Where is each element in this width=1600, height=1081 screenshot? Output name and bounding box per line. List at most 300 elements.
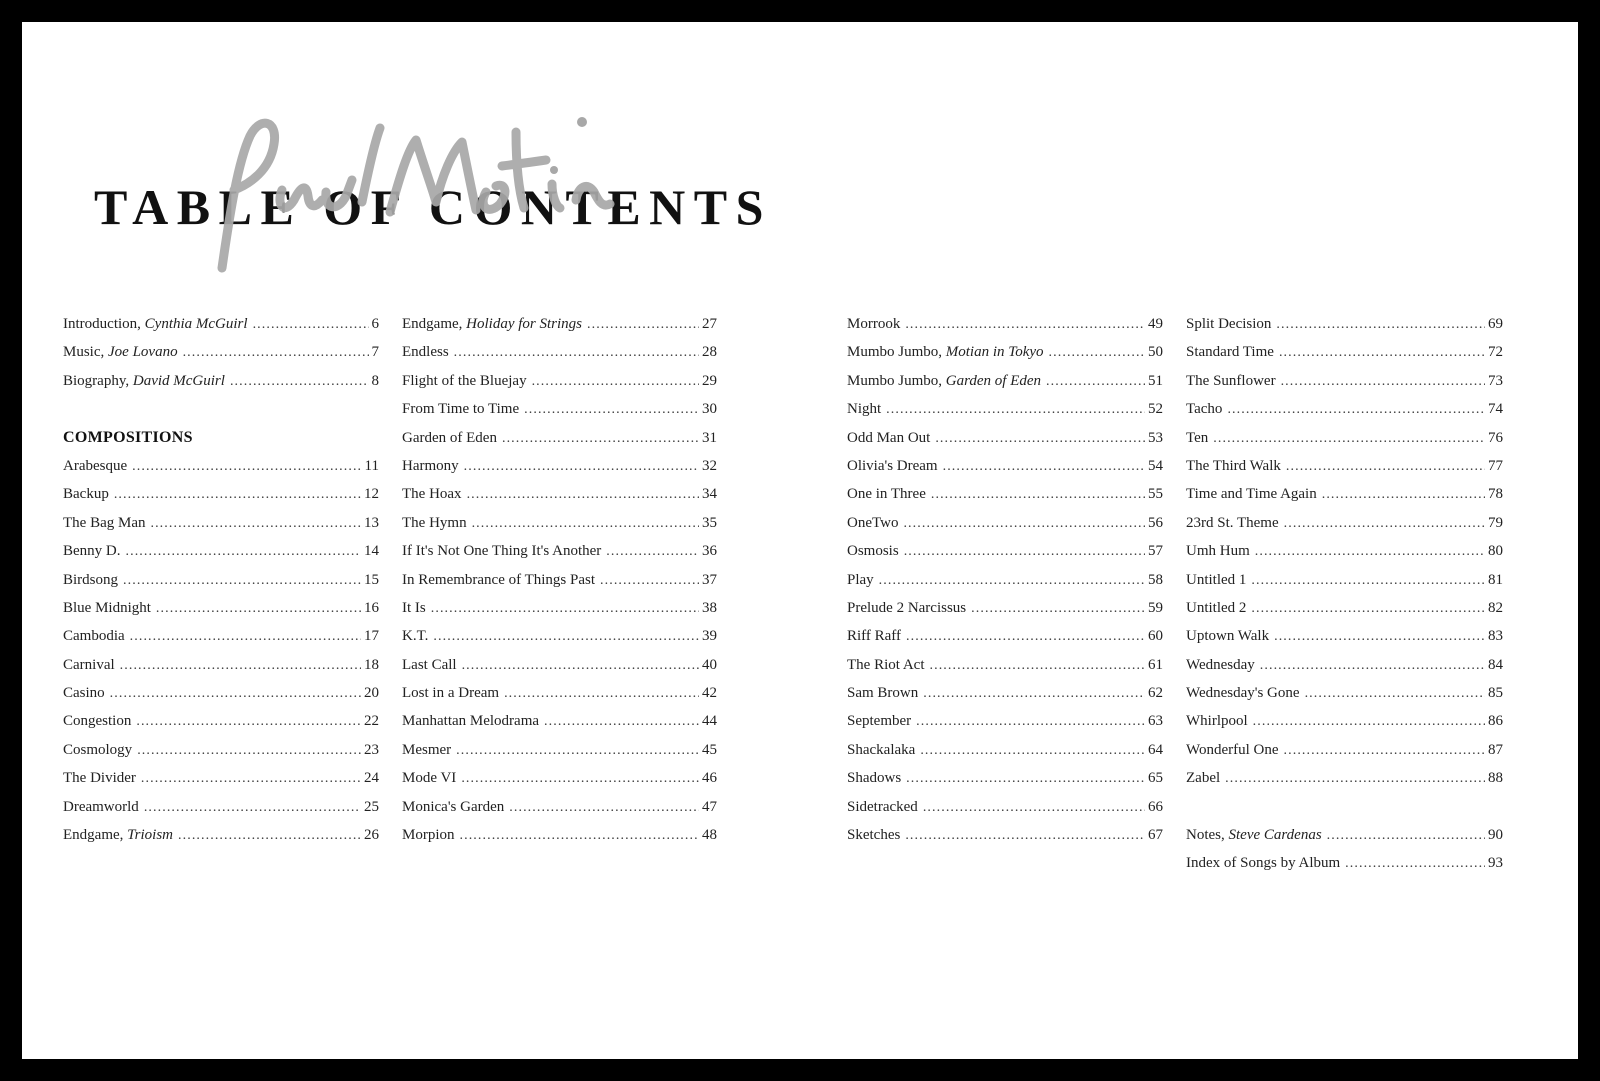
toc-entry[interactable] xyxy=(847,679,1163,707)
entry-title: Zabel xyxy=(1186,770,1221,787)
dot-leader xyxy=(454,339,699,366)
toc-entry[interactable] xyxy=(402,651,717,679)
entry-title: Time and Time Again xyxy=(1186,486,1317,503)
entry-title: Mesmer xyxy=(402,741,452,758)
toc-entry[interactable] xyxy=(63,622,379,650)
toc-list xyxy=(847,310,1163,849)
page-number: 59 xyxy=(1148,599,1163,616)
entry-title: K.T. xyxy=(402,628,429,645)
toc-entry[interactable] xyxy=(1186,736,1503,764)
page-number: 18 xyxy=(364,656,379,673)
entry-title: If It's Not One Thing It's Another xyxy=(402,543,602,560)
dot-leader xyxy=(1253,708,1485,735)
entry-title: Prelude 2 Narcissus xyxy=(847,599,967,616)
entry-title: One in Three xyxy=(847,486,926,503)
toc-entry[interactable] xyxy=(63,793,379,821)
entry-credit: Cynthia McGuirl xyxy=(144,316,248,332)
entry-title: Endgame, xyxy=(63,827,124,844)
toc-entry[interactable] xyxy=(1186,622,1503,650)
entry-title: Harmony xyxy=(402,457,459,474)
entry-title: Casino xyxy=(63,685,105,702)
page-number: 58 xyxy=(1148,571,1163,588)
entry-title: Monica's Garden xyxy=(402,798,505,815)
toc-column-1 xyxy=(63,310,379,849)
page-number: 88 xyxy=(1488,770,1503,787)
entry-title: Umh Hum xyxy=(1186,543,1250,560)
dot-leader xyxy=(943,453,1145,480)
entry-title: Arabesque xyxy=(63,457,128,474)
dot-leader xyxy=(1284,510,1485,537)
page-number: 55 xyxy=(1148,486,1163,503)
page-number: 16 xyxy=(364,599,379,616)
page-number: 87 xyxy=(1488,741,1503,758)
toc-entry[interactable] xyxy=(63,707,379,735)
toc-entry[interactable] xyxy=(402,594,717,622)
page-number: 72 xyxy=(1488,344,1503,361)
entry-title: The Divider xyxy=(63,770,136,787)
dot-leader xyxy=(156,595,361,622)
dot-leader xyxy=(464,453,699,480)
toc-entry[interactable] xyxy=(1186,679,1503,707)
toc-entry[interactable] xyxy=(847,537,1163,565)
toc-list xyxy=(402,310,717,849)
dot-leader xyxy=(1225,765,1485,792)
entry-title: Morpion xyxy=(402,827,455,844)
page-number: 74 xyxy=(1488,401,1503,418)
entry-title: The Riot Act xyxy=(847,656,925,673)
entry-title: Night xyxy=(847,401,882,418)
toc-entry[interactable] xyxy=(1186,367,1503,395)
entry-credit: Garden of Eden xyxy=(945,372,1042,389)
toc-entry[interactable] xyxy=(63,452,379,480)
entry-title: Congestion xyxy=(63,713,132,730)
toc-entry[interactable] xyxy=(847,622,1163,650)
toc-entry[interactable] xyxy=(1186,821,1503,849)
dot-leader xyxy=(931,481,1145,508)
toc-entry[interactable] xyxy=(402,679,717,707)
page-number: 31 xyxy=(702,429,717,446)
page-number: 37 xyxy=(702,571,717,588)
toc-entry[interactable] xyxy=(1186,452,1503,480)
dot-leader xyxy=(606,538,699,565)
dot-leader xyxy=(460,822,700,849)
toc-list xyxy=(63,452,379,849)
toc-entry[interactable] xyxy=(847,424,1163,452)
toc-entry[interactable] xyxy=(1186,480,1503,508)
toc-entry[interactable] xyxy=(1186,594,1503,622)
toc-entry[interactable] xyxy=(847,707,1163,735)
page-number: 53 xyxy=(1148,429,1163,446)
entry-title: Wednesday's Gone xyxy=(1186,685,1300,702)
dot-leader xyxy=(905,311,1145,338)
toc-entry[interactable] xyxy=(402,537,717,565)
entry-title: Carnival xyxy=(63,656,115,673)
page-number: 61 xyxy=(1148,656,1163,673)
dot-leader xyxy=(1284,737,1485,764)
page-number: 90 xyxy=(1488,827,1503,844)
page-number: 80 xyxy=(1488,543,1503,560)
entry-title: Shackalaka xyxy=(847,741,916,758)
entry-title: Sketches xyxy=(847,827,901,844)
page-number: 49 xyxy=(1148,316,1163,332)
page-number: 81 xyxy=(1488,571,1503,588)
dot-leader xyxy=(587,311,699,338)
toc-entry[interactable] xyxy=(1186,651,1503,679)
page-number: 24 xyxy=(364,770,379,787)
dot-leader xyxy=(524,396,699,423)
page-number: 26 xyxy=(364,827,379,844)
entry-title: Morrook xyxy=(847,316,901,332)
entry-title: Osmosis xyxy=(847,543,899,560)
dot-leader xyxy=(935,425,1145,452)
page-number: 40 xyxy=(702,656,717,673)
page-number: 93 xyxy=(1488,855,1503,872)
page-number: 79 xyxy=(1488,514,1503,531)
page-number: 34 xyxy=(702,486,717,503)
dot-leader xyxy=(532,368,699,395)
dot-leader xyxy=(1227,396,1485,423)
page-number: 32 xyxy=(702,457,717,474)
dot-leader xyxy=(1260,652,1485,679)
dot-leader xyxy=(509,794,699,821)
toc-entry[interactable] xyxy=(847,310,1163,338)
page-number: 67 xyxy=(1148,827,1163,844)
toc-entry[interactable] xyxy=(63,509,379,537)
dot-leader xyxy=(123,567,361,594)
toc-entry[interactable] xyxy=(1186,395,1503,423)
page-number: 65 xyxy=(1148,770,1163,787)
page-number: 44 xyxy=(702,713,717,730)
toc-entry[interactable] xyxy=(847,764,1163,792)
toc-entry[interactable] xyxy=(402,395,717,423)
dot-leader xyxy=(130,623,361,650)
toc-entry[interactable] xyxy=(402,821,717,849)
dot-leader xyxy=(132,453,361,480)
page-number: 85 xyxy=(1488,685,1503,702)
entry-title: Endless xyxy=(402,344,449,361)
dot-leader xyxy=(1279,339,1485,366)
toc-entry[interactable] xyxy=(402,509,717,537)
dot-leader xyxy=(1345,850,1485,877)
toc-entry[interactable] xyxy=(402,424,717,452)
toc-entry[interactable] xyxy=(847,480,1163,508)
page-number: 48 xyxy=(702,827,717,844)
page-title: TABLE OF CONTENTS xyxy=(94,179,772,235)
entry-title: The Bag Man xyxy=(63,514,146,531)
entry-title: Endgame, xyxy=(402,316,463,332)
page-number: 52 xyxy=(1148,401,1163,418)
toc-entry[interactable] xyxy=(63,764,379,792)
toc-list xyxy=(1186,821,1503,878)
page-number: 35 xyxy=(702,514,717,531)
toc-entry[interactable] xyxy=(63,537,379,565)
dot-leader xyxy=(906,623,1145,650)
toc-entry[interactable] xyxy=(1186,424,1503,452)
toc-entry[interactable] xyxy=(847,509,1163,537)
dot-leader xyxy=(137,737,361,764)
dot-leader xyxy=(431,595,699,622)
page-number: 86 xyxy=(1488,713,1503,730)
dot-leader xyxy=(1276,311,1485,338)
dot-leader xyxy=(916,708,1145,735)
toc-entry-music[interactable]: Music, Joe Lovano . . . 7 xyxy=(63,338,379,366)
page-number: 36 xyxy=(702,543,717,560)
dot-leader xyxy=(502,425,699,452)
toc-entry[interactable] xyxy=(402,310,717,338)
toc-page xyxy=(22,22,1578,1059)
dot-leader xyxy=(467,481,699,508)
toc-entry[interactable] xyxy=(402,622,717,650)
dot-leader xyxy=(904,538,1145,565)
page-number: 45 xyxy=(702,741,717,758)
toc-entry[interactable] xyxy=(847,594,1163,622)
entry-credit: David McGuirl xyxy=(132,372,225,389)
page-number: 77 xyxy=(1488,457,1503,474)
entry-title: Uptown Walk xyxy=(1186,628,1270,645)
dot-leader xyxy=(253,311,369,338)
page-number: 23 xyxy=(364,741,379,758)
page-number: 30 xyxy=(702,401,717,418)
dot-leader xyxy=(1305,680,1485,707)
dot-leader xyxy=(1251,567,1485,594)
dot-leader xyxy=(150,510,361,537)
toc-entry[interactable] xyxy=(63,480,379,508)
entry-title: Riff Raff xyxy=(847,628,902,645)
dot-leader xyxy=(1251,595,1485,622)
dot-leader xyxy=(110,680,361,707)
entry-title: Whirlpool xyxy=(1186,713,1248,730)
toc-entry[interactable] xyxy=(1186,338,1503,366)
entry-title: Untitled 1 xyxy=(1186,571,1247,588)
toc-entry[interactable] xyxy=(1186,707,1503,735)
dot-leader xyxy=(930,652,1146,679)
page-number: 12 xyxy=(364,486,379,503)
entry-title: Wednesday xyxy=(1186,656,1255,673)
dot-leader xyxy=(462,652,699,679)
dot-leader xyxy=(183,339,369,366)
entry-credit: Trioism xyxy=(127,827,174,844)
dot-leader xyxy=(906,765,1145,792)
toc-entry[interactable] xyxy=(402,793,717,821)
toc-entry[interactable] xyxy=(847,367,1163,395)
page-number: 76 xyxy=(1488,429,1503,446)
entry-title: Sam Brown xyxy=(847,685,919,702)
entry-title: Shadows xyxy=(847,770,902,787)
toc-entry[interactable] xyxy=(847,651,1163,679)
entry-title: The Third Walk xyxy=(1186,457,1281,474)
dot-leader xyxy=(886,396,1145,423)
entry-title: Dreamworld xyxy=(63,798,139,815)
toc-column-4 xyxy=(1186,310,1503,878)
entry-title: Blue Midnight xyxy=(63,599,151,616)
entry-title: Play xyxy=(847,571,874,588)
entry-title: Mumbo Jumbo, xyxy=(847,372,943,389)
page-number: 14 xyxy=(364,543,379,560)
page-number: 29 xyxy=(702,372,717,389)
toc-entry[interactable] xyxy=(847,736,1163,764)
compositions-heading: COMPOSITIONS xyxy=(63,428,193,446)
toc-entry[interactable] xyxy=(402,736,717,764)
entry-title: The Sunflower xyxy=(1186,372,1276,389)
entry-title: 23rd St. Theme xyxy=(1186,514,1279,531)
entry-title: Cosmology xyxy=(63,741,133,758)
dot-leader xyxy=(461,765,699,792)
entry-title: From Time to Time xyxy=(402,401,520,418)
page-number: 63 xyxy=(1148,713,1163,730)
toc-entry[interactable] xyxy=(847,793,1163,821)
page-number: 17 xyxy=(364,628,379,645)
dot-leader xyxy=(504,680,699,707)
dot-leader xyxy=(456,737,699,764)
dot-leader xyxy=(1213,425,1485,452)
dot-leader xyxy=(120,652,361,679)
toc-entry[interactable] xyxy=(402,707,717,735)
entry-title: Wonderful One xyxy=(1186,741,1279,758)
entry-title: Lost in a Dream xyxy=(402,685,500,702)
entry-title: The Hymn xyxy=(402,514,467,531)
page-number: 22 xyxy=(364,713,379,730)
entry-title: The Hoax xyxy=(402,486,462,503)
toc-entry[interactable] xyxy=(63,651,379,679)
toc-entry[interactable] xyxy=(847,566,1163,594)
entry-title: Sidetracked xyxy=(847,798,918,815)
entry-title: It Is xyxy=(402,599,426,616)
dot-leader xyxy=(1327,822,1485,849)
page-number: 6 xyxy=(371,316,379,332)
page-number: 38 xyxy=(702,599,717,616)
entry-title: Flight of the Bluejay xyxy=(402,372,527,389)
toc-column-2 xyxy=(402,310,717,849)
dot-leader xyxy=(1049,339,1145,366)
toc-entry[interactable] xyxy=(1186,764,1503,792)
toc-entry[interactable] xyxy=(63,566,379,594)
entry-credit: Holiday for Strings xyxy=(466,316,582,332)
page-number: 73 xyxy=(1488,372,1503,389)
entry-title: Split Decision xyxy=(1186,316,1272,332)
dot-leader xyxy=(905,822,1145,849)
dot-leader xyxy=(141,765,361,792)
dot-leader xyxy=(178,822,361,849)
page-number: 28 xyxy=(702,344,717,361)
toc-entry-introduction[interactable]: Introduction, Cynthia McGuirl . . . 6 xyxy=(63,310,379,338)
page-number: 54 xyxy=(1148,457,1163,474)
dot-leader xyxy=(1281,368,1485,395)
toc-entry[interactable] xyxy=(847,395,1163,423)
dot-leader xyxy=(126,538,362,565)
page-number: 51 xyxy=(1148,372,1163,389)
dot-leader xyxy=(971,595,1145,622)
entry-title: Benny D. xyxy=(63,543,121,560)
entry-title: Odd Man Out xyxy=(847,429,931,446)
toc-entry[interactable] xyxy=(847,338,1163,366)
toc-entry[interactable] xyxy=(63,821,379,849)
page-number: 8 xyxy=(371,372,379,389)
page-number: 27 xyxy=(702,316,717,332)
dot-leader xyxy=(544,708,699,735)
page-number: 60 xyxy=(1148,628,1163,645)
entry-title: Notes, xyxy=(1186,827,1225,844)
dot-leader xyxy=(114,481,361,508)
entry-title: Backup xyxy=(63,486,109,503)
entry-title: Index of Songs by Album xyxy=(1186,855,1341,872)
entry-title: Tacho xyxy=(1186,401,1223,418)
entry-credit: Steve Cardenas xyxy=(1228,827,1322,844)
dot-leader xyxy=(472,510,699,537)
page-number: 64 xyxy=(1148,741,1163,758)
toc-entry[interactable] xyxy=(402,480,717,508)
toc-entry[interactable] xyxy=(1186,849,1503,877)
dot-leader xyxy=(433,623,699,650)
entry-credit: Joe Lovano xyxy=(108,344,178,361)
toc-entry[interactable] xyxy=(402,764,717,792)
entry-title: Garden of Eden xyxy=(402,429,497,446)
page-number: 25 xyxy=(364,798,379,815)
toc-entry[interactable] xyxy=(1186,566,1503,594)
dot-leader xyxy=(1286,453,1485,480)
dot-leader xyxy=(1274,623,1485,650)
dot-leader xyxy=(923,794,1145,821)
dot-leader xyxy=(230,368,369,395)
page-number: 82 xyxy=(1488,599,1503,616)
toc-entry[interactable] xyxy=(402,452,717,480)
entry-title: Olivia's Dream xyxy=(847,457,938,474)
page-number: 42 xyxy=(702,685,717,702)
toc-entry[interactable] xyxy=(402,566,717,594)
page-number: 11 xyxy=(364,457,379,474)
toc-entry[interactable] xyxy=(63,594,379,622)
entry-title: Last Call xyxy=(402,656,457,673)
toc-entry[interactable] xyxy=(63,679,379,707)
page-number: 57 xyxy=(1148,543,1163,560)
entry-title: Ten xyxy=(1186,429,1209,446)
entry-title: Untitled 2 xyxy=(1186,599,1247,616)
entry-title: Cambodia xyxy=(63,628,125,645)
entry-title: Birdsong xyxy=(63,571,119,588)
dot-leader xyxy=(1046,368,1145,395)
page-number: 46 xyxy=(702,770,717,787)
page-number: 62 xyxy=(1148,685,1163,702)
toc-entry[interactable] xyxy=(1186,509,1503,537)
toc-entry-biography[interactable]: Biography, David McGuirl . . . 8 xyxy=(63,367,379,395)
toc-entry[interactable] xyxy=(402,367,717,395)
section-spacer xyxy=(1186,793,1503,821)
page-number: 20 xyxy=(364,685,379,702)
page-number: 83 xyxy=(1488,628,1503,645)
toc-entry[interactable] xyxy=(1186,310,1503,338)
dot-leader xyxy=(1322,481,1485,508)
entry-credit: Motian in Tokyo xyxy=(945,344,1044,361)
dot-leader xyxy=(1255,538,1485,565)
toc-entry[interactable] xyxy=(847,452,1163,480)
page-number: 78 xyxy=(1488,486,1503,503)
page-number: 47 xyxy=(702,798,717,815)
toc-list xyxy=(1186,310,1503,793)
page-number: 39 xyxy=(702,628,717,645)
dot-leader xyxy=(136,708,361,735)
dot-leader xyxy=(920,737,1145,764)
dot-leader xyxy=(879,567,1145,594)
entry-title: Manhattan Melodrama xyxy=(402,713,540,730)
dot-leader xyxy=(600,567,699,594)
page-number: 69 xyxy=(1488,316,1503,332)
toc-entry[interactable] xyxy=(63,736,379,764)
toc-entry[interactable] xyxy=(847,821,1163,849)
page-number: 66 xyxy=(1148,798,1163,815)
toc-entry[interactable] xyxy=(1186,537,1503,565)
entry-title: OneTwo xyxy=(847,514,899,531)
page-number: 7 xyxy=(371,344,379,361)
toc-entry[interactable] xyxy=(402,338,717,366)
